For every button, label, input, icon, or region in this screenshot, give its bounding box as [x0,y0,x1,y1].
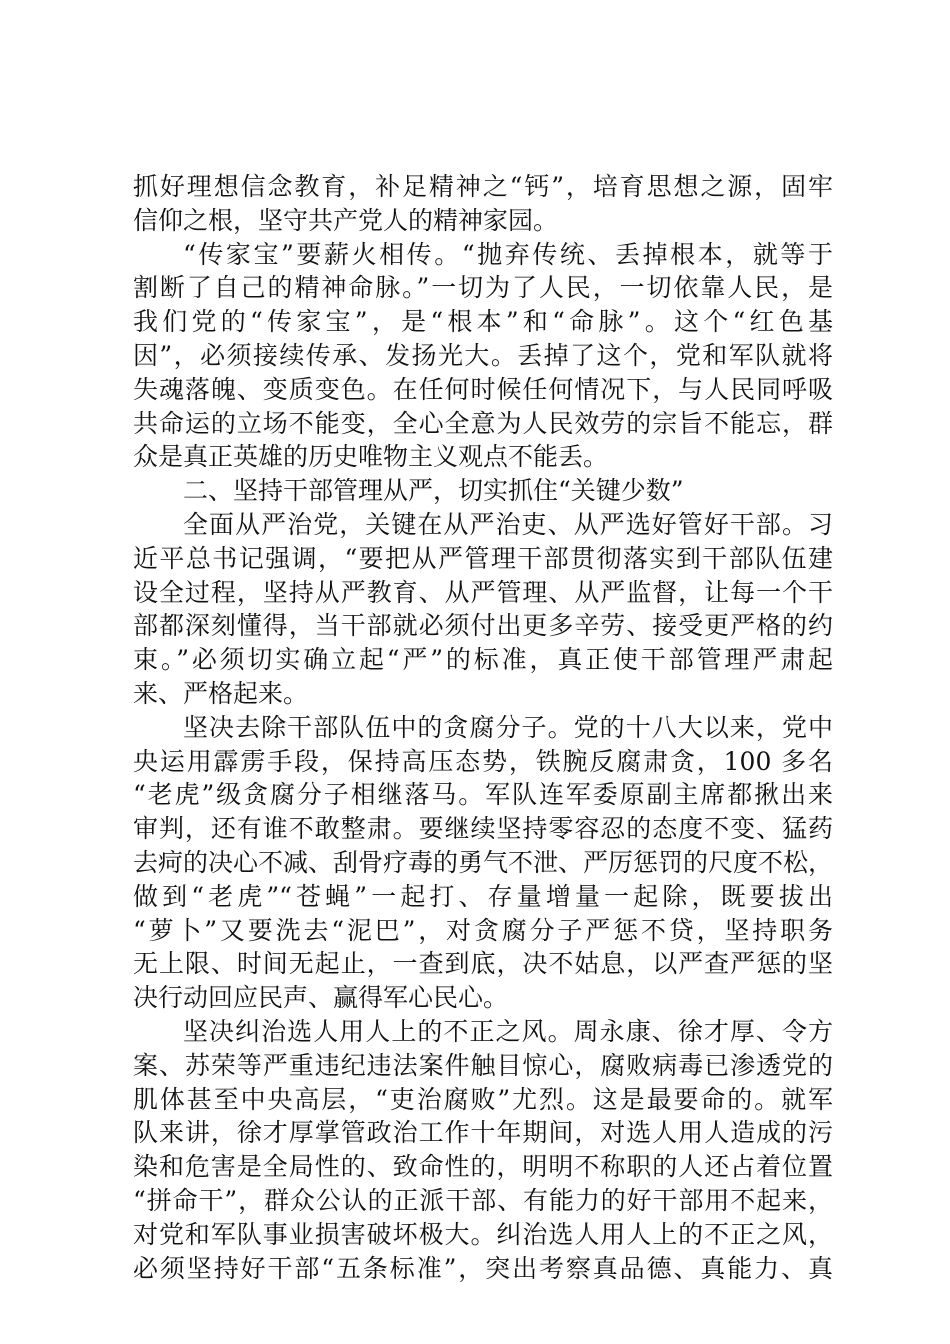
text-line: 割断了自己的精神命脉。”一切为了人民，一切依靠人民，是 [133,273,833,303]
text-line: 坚决纠治选人用人上的不正之风。周永康、徐才厚、令方 [183,1016,833,1046]
text-line: 全面从严治党，关键在从严治吏、从严选好管好干部。习 [183,509,833,539]
paragraph [133,711,833,1015]
text-line: 染和危害是全局性的、致命性的，明明不称职的人还占着位置 [133,1152,833,1182]
text-line: 必须坚持好干部“五条标准”，突出考察真品德、真能力、真 [133,1253,833,1283]
text-line: 审判，还有谁不敢整肃。要继续坚持零容忍的态度不变、猛药 [133,814,833,844]
text-line: 众是真正英雄的历史唯物主义观点不能丢。 [133,442,609,472]
text-line: “传家宝”要薪火相传。“抛弃传统、丢掉根本，就等于 [183,239,833,269]
text-line: “拼命干”，群众公认的正派干部、有能力的好干部用不起来， [133,1185,833,1215]
paragraph [133,1015,833,1285]
text-line: 无上限、时间无起止，一查到底，决不姑息，以严查严惩的坚 [133,949,833,979]
text-line: “萝卜”又要洗去“泥巴”，对贪腐分子严惩不贷，坚持职务 [133,915,833,945]
paragraph [133,508,833,711]
text-line: 去疴的决心不减、刮骨疗毒的勇气不泄、严厉惩罚的尺度不松， [133,847,834,877]
text-line: 抓好理想信念教育，补足精神之“钙”，培育思想之源，固牢 [133,172,833,201]
text-line: 二、坚持干部管理从严，切实抓住“关键少数” [183,476,684,506]
text-line: 案、苏荣等严重违纪违法案件触目惊心，腐败病毒已渗透党的 [133,1050,833,1080]
section-heading [133,474,833,508]
text-line: 央运用霹雳手段，保持高压态势，铁腕反腐肃贪，100 多名 [133,746,833,776]
text-line: 部都深刻懂得，当干部就必须付出更多辛劳、接受更严格的约 [133,611,833,641]
text-line: 决行动回应民声、赢得军心民心。 [133,983,509,1013]
text-line: 肌体甚至中央高层，“吏治腐败”尤烈。这是最要命的。就军 [133,1084,833,1114]
text-line: 信仰之根，坚守共产党人的精神家园。 [133,205,559,235]
document-body [133,170,833,1285]
paragraph [133,238,833,475]
text-line: “老虎”级贪腐分子相继落马。军队连军委原副主席都揪出来 [133,780,833,810]
text-line: 失魂落魄、变质变色。在任何时候任何情况下，与人民同呼吸 [133,374,833,404]
text-line: 近平总书记强调，“要把从严管理干部贯彻落实到干部队伍建 [133,543,833,573]
text-line: 来、严格起来。 [133,678,309,708]
paragraph [133,170,833,238]
text-line: 因”，必须接续传承、发扬光大。丢掉了这个，党和军队就将 [133,340,833,370]
text-line: 做到“老虎”“苍蝇”一起打、存量增量一起除，既要拔出 [133,881,833,911]
text-line: 束。”必须切实确立起“严”的标准，真正使干部管理严肃起 [133,645,833,675]
text-line: 我们党的“传家宝”，是“根本”和“命脉”。这个“红色基 [133,307,833,337]
text-line: 对党和军队事业损害破坏极大。纠治选人用人上的不正之风， [133,1219,833,1249]
text-line: 队来讲，徐才厚掌管政治工作十年期间，对选人用人造成的污 [133,1118,833,1148]
text-line: 共命运的立场不能变，全心全意为人民效劳的宗旨不能忘，群 [133,408,833,438]
text-line: 坚决去除干部队伍中的贪腐分子。党的十八大以来，党中 [183,712,833,742]
text-line: 设全过程，坚持从严教育、从严管理、从严监督，让每一个干 [133,577,833,607]
